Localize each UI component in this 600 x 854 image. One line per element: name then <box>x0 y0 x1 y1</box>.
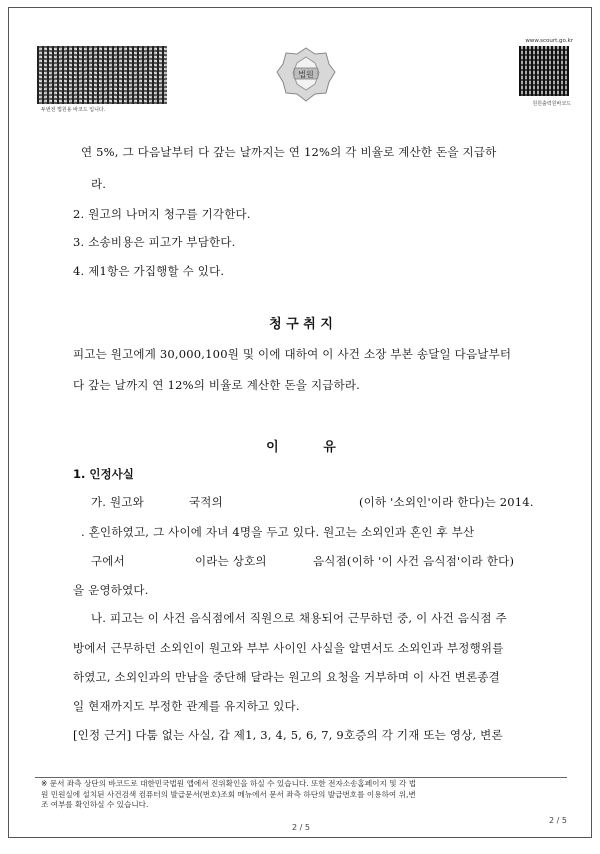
court-emblem-icon <box>275 46 337 104</box>
fact-line-part: 구에서 <box>91 554 125 568</box>
fact-line: 하였고, 소외인과의 만남을 중단해 달라는 원고의 요청을 거부하며 이 사건 변론종결 <box>73 670 500 684</box>
judgment-line: 3. 소송비용은 피고가 부담한다. <box>73 235 236 249</box>
document-page <box>8 7 592 838</box>
fact-line-part: (이하 '소외인'이라 한다)는 2014. <box>359 495 534 509</box>
fact-line: 나. 피고는 이 사건 음식점에서 직원으로 채용되어 근무하던 중, 이 사건 음식점 주 <box>91 611 507 625</box>
fact-line-part: 이라는 상호의 <box>195 554 267 568</box>
fact-line: 일 현재까지도 부정한 관계를 유지하고 있다. <box>73 699 300 713</box>
court-url: www.scourt.go.kr <box>525 38 573 44</box>
claim-line: 피고는 원고에게 30,000,100원 및 이에 대하여 이 사건 소장 부본 송달일 다음날부터 <box>73 347 512 361</box>
issue-qr-code <box>519 46 569 96</box>
judgment-line: 연 5%, 그 다음날부터 다 갚는 날까지는 연 12%의 각 비율로 계산한 돈을 지급하 <box>81 145 497 159</box>
judgment-line: 라. <box>91 177 107 191</box>
fact-line-part: 가. 원고와 <box>91 495 144 509</box>
notice-line: 원 민원실에 설치된 사건검색 컴퓨터의 발급문서(번호)조회 메뉴에서 문서 좌측 하단의 발급번호를 이용하여 위,변 <box>41 789 416 799</box>
fact-line-part: 국적의 <box>189 495 223 509</box>
page-number: 2 / 5 <box>292 823 310 832</box>
footer-divider <box>35 777 567 778</box>
qr-caption: 원원출력원바코드 <box>532 101 571 107</box>
fact-line-part: 음식점(이하 '이 사건 음식점'이라 한다) <box>313 554 515 568</box>
fact-line: 방에서 근무하던 소외인이 원고와 부부 사이인 사실을 알면서도 소외인과 부정행위를 <box>73 641 504 655</box>
verification-barcode <box>37 46 167 104</box>
fact-line: . 혼인하였고, 그 사이에 자녀 4명을 두고 있다. 원고는 소외인과 혼인 후 부산 <box>81 525 475 539</box>
verification-notice <box>41 779 566 811</box>
fact-line: [인정 근거] 다툼 없는 사실, 갑 제1, 3, 4, 5, 6, 7, 9호증의 각 기재 또는 영상, 변론 <box>73 728 503 742</box>
page-number-right: 2 / 5 <box>549 816 567 825</box>
notice-line: ※ 문서 좌측 상단의 바코드로 대한민국법원 앱에서 진위확인을 하실 수 있습니다. 또한 전자소송홈페이지 및 각 법 <box>41 779 417 788</box>
reason-heading: 이 유 <box>266 440 336 455</box>
judgment-line: 4. 제1항은 가집행할 수 있다. <box>73 264 225 278</box>
notice-line: 조 여부를 확인하실 수 있습니다. <box>41 800 149 809</box>
barcode-caption: 두번전 법원용 바코드 입니다. <box>41 107 106 113</box>
judgment-line: 2. 원고의 나머지 청구를 기각한다. <box>73 207 251 221</box>
claim-heading: 청 구 취 지 <box>269 317 333 332</box>
emblem-label: 법원 <box>298 70 314 79</box>
claim-line: 다 갚는 날까지 연 12%의 비율로 계산한 돈을 지급하라. <box>73 378 361 392</box>
section-title: 1. 인정사실 <box>73 467 134 481</box>
fact-line: 을 운영하였다. <box>73 583 149 597</box>
